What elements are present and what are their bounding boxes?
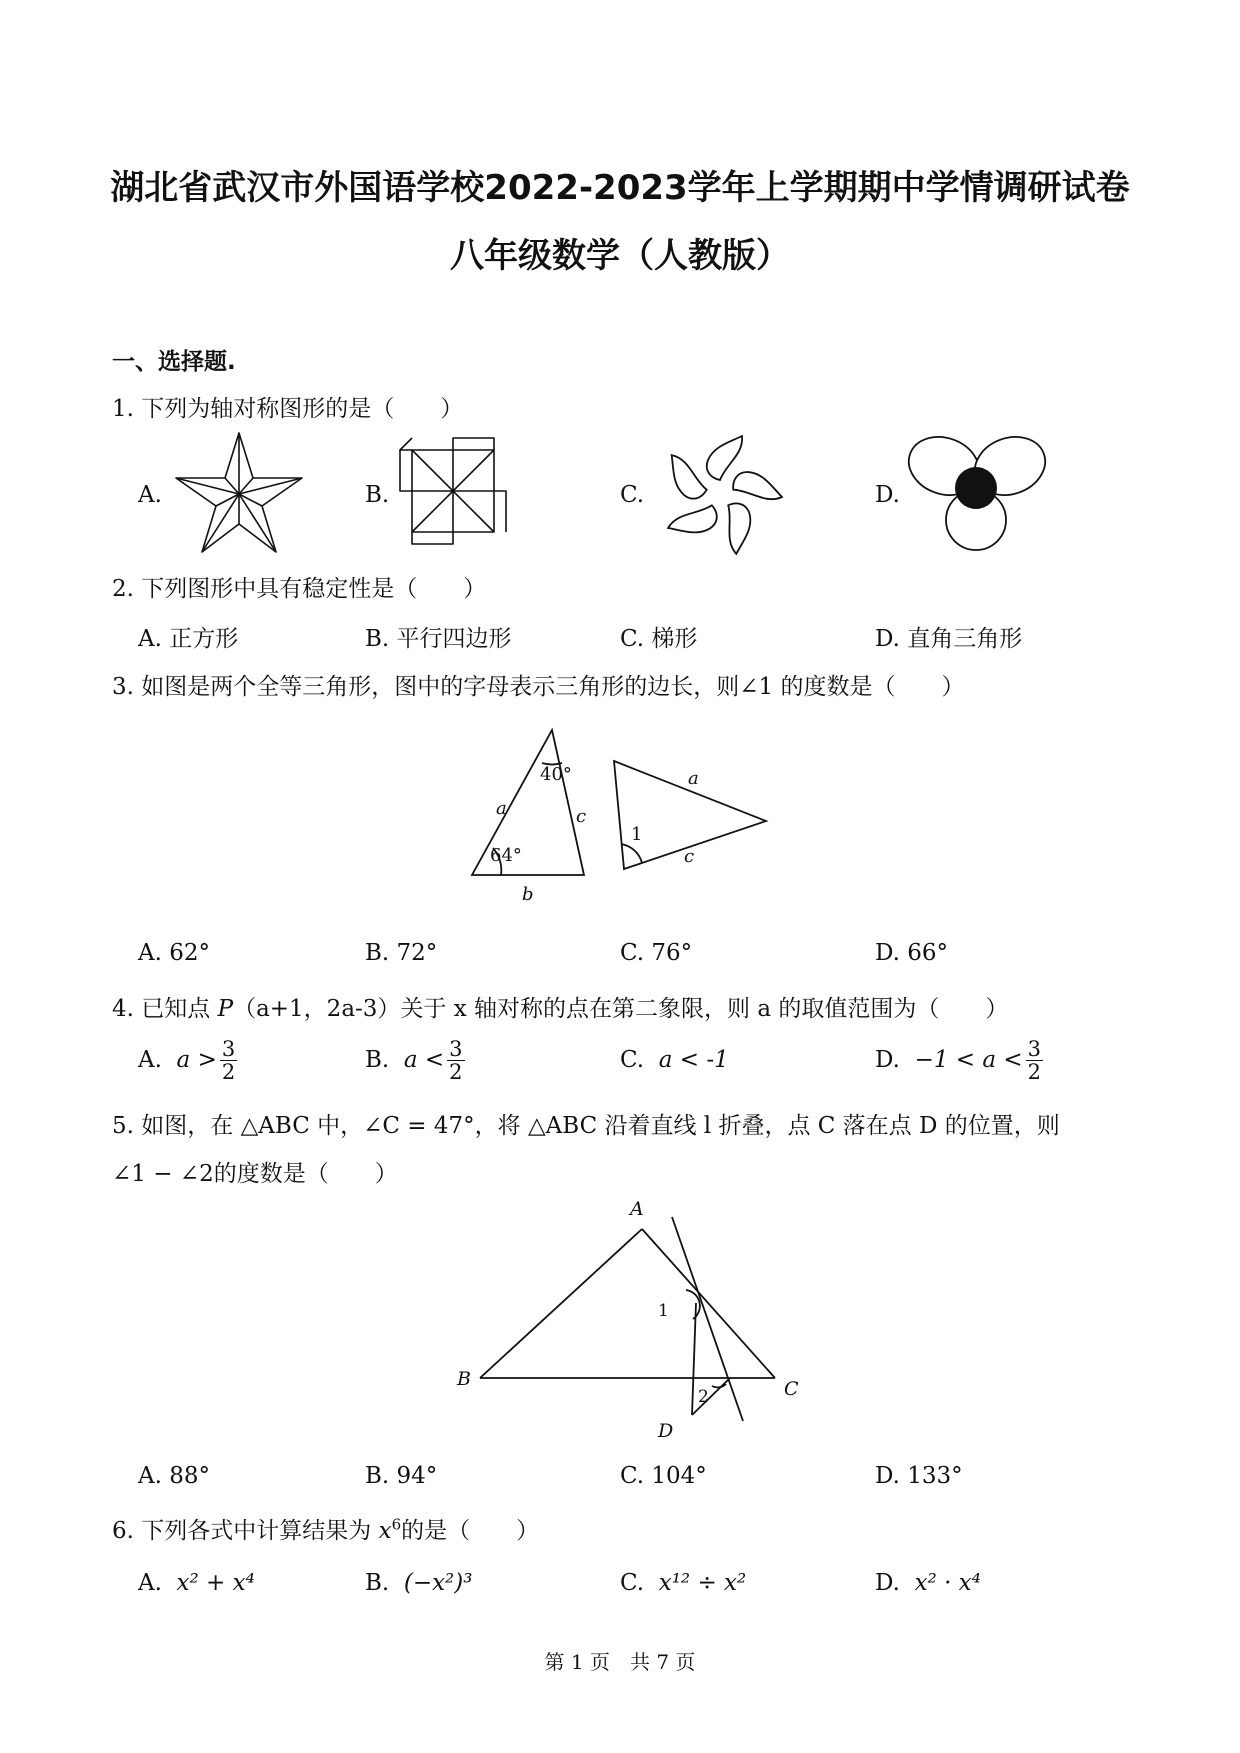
q4-option-a: A. a > $\frac{3}{2}$ — [138, 1036, 236, 1084]
q6-option-b: B. (−x²)³ — [365, 1570, 473, 1596]
q3-congruent-triangles-figure — [460, 720, 780, 910]
q5-label-c: C — [784, 1378, 799, 1400]
q3-angle1-label: 1 — [631, 824, 643, 845]
q1-option-d: D. — [875, 482, 900, 508]
q3-stem: 3. 如图是两个全等三角形，图中的字母表示三角形的边长，则∠1 的度数是（ ） — [112, 674, 965, 700]
section-heading: 一、选择题. — [112, 349, 236, 375]
q3-side-a2: a — [688, 768, 699, 789]
q5-label-a: A — [630, 1198, 644, 1220]
q5-angle1-label: 1 — [658, 1301, 669, 1321]
q1-option-b: B. — [365, 482, 390, 508]
star-icon — [172, 430, 306, 556]
q5-option-d: D. 133° — [875, 1463, 963, 1489]
q5-angle2-label: 2 — [698, 1387, 709, 1407]
q3-angle-bottom-label: 64° — [490, 845, 522, 866]
q3-option-d: D. 66° — [875, 940, 949, 966]
q4-stem: 4. 已知点 P（a+1，2a-3）关于 x 轴对称的点在第二象限，则 a 的取值范围为（ ） — [112, 996, 1009, 1022]
q3-option-a: A. 62° — [138, 940, 210, 966]
q5-stem-line2: ∠1 − ∠2的度数是（ ） — [112, 1161, 398, 1187]
q3-side-b: b — [522, 884, 534, 905]
q3-side-c1: c — [576, 806, 587, 827]
q5-option-b: B. 94° — [365, 1463, 438, 1489]
q4-option-c: C. a < -1 — [620, 1047, 729, 1073]
page-footer: 第 1 页 共 7 页 — [544, 1650, 696, 1674]
q4-option-d: D. −1 < a < $\frac{3}{2}$ — [875, 1036, 1042, 1084]
q6-option-a: A. x² + x⁴ — [138, 1570, 255, 1596]
q5-stem-line1: 5. 如图，在 △ABC 中，∠C = 47°，将 △ABC 沿着直线 l 折叠，点 C 落在点 D 的位置，则 — [112, 1113, 1060, 1139]
q2-option-d: D. 直角三角形 — [875, 626, 1023, 652]
q3-option-b: B. 72° — [365, 940, 438, 966]
q1-option-a: A. — [138, 482, 162, 508]
q2-stem: 2. 下列图形中具有稳定性是（ ） — [112, 576, 487, 602]
q6-option-c: C. x¹² ÷ x² — [620, 1570, 747, 1596]
pinwheel-icon — [398, 436, 508, 546]
q2-option-b: B. 平行四边形 — [365, 626, 512, 652]
q5-label-d: D — [658, 1420, 674, 1442]
q1-option-c: C. — [620, 482, 645, 508]
q5-fold-figure — [420, 1195, 820, 1445]
q5-option-a: A. 88° — [138, 1463, 210, 1489]
q2-option-c: C. 梯形 — [620, 626, 698, 652]
q6-option-d: D. x² · x⁴ — [875, 1570, 981, 1596]
q3-side-a1: a — [496, 798, 507, 819]
q3-angle-top-label: 40° — [540, 764, 572, 785]
q3-option-c: C. 76° — [620, 940, 693, 966]
swirl-flower-icon — [652, 428, 788, 558]
page-subtitle: 八年级数学（人教版） — [450, 236, 790, 276]
q5-option-c: C. 104° — [620, 1463, 707, 1489]
q3-side-c2: c — [684, 846, 695, 867]
three-petal-flower-icon — [904, 432, 1048, 554]
q5-label-b: B — [457, 1368, 471, 1390]
page-title: 湖北省武汉市外国语学校2022-2023学年上学期期中学情调研试卷 — [110, 168, 1130, 208]
q1-stem: 1. 下列为轴对称图形的是（ ） — [112, 396, 464, 422]
q2-option-a: A. 正方形 — [138, 626, 239, 652]
q6-stem: 6. 下列各式中计算结果为 $x^6$的是（ ） — [112, 1515, 540, 1544]
q4-option-b: B. a < $\frac{3}{2}$ — [365, 1036, 463, 1084]
